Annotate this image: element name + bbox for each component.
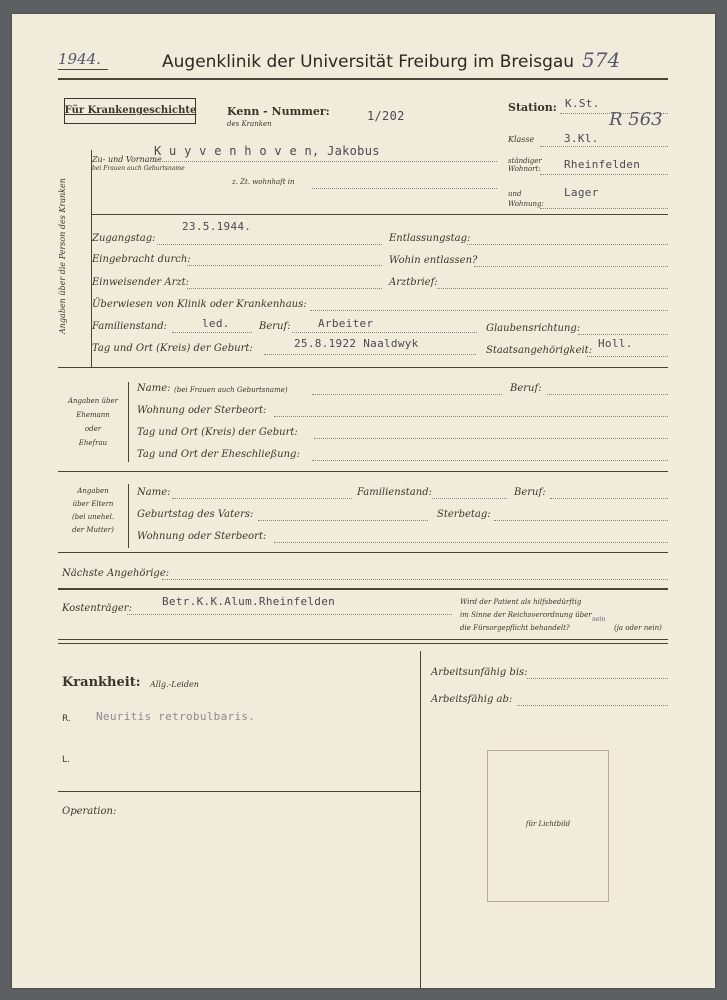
entlassung-line bbox=[467, 244, 668, 245]
wohin-line bbox=[474, 266, 668, 267]
arztbrief-label: Arztbrief: bbox=[389, 277, 438, 288]
operation-label: Operation: bbox=[62, 806, 117, 817]
illness-label-suffix: Allg.-Leiden bbox=[150, 680, 199, 689]
geburt-label: Tag und Ort (Kreis) der Geburt: bbox=[92, 343, 253, 354]
staendiger-label-2: Wohnort: bbox=[508, 165, 541, 173]
staat-line bbox=[587, 356, 668, 357]
cost-value: Betr.K.K.Alum.Rheinfelden bbox=[162, 595, 336, 608]
form-sheet bbox=[12, 14, 715, 988]
parents-side-4: der Mutter) bbox=[72, 526, 114, 534]
staendiger-line bbox=[540, 174, 668, 175]
illness-divider bbox=[420, 651, 421, 988]
parents-side-3: (bei unehel. bbox=[71, 513, 115, 521]
person-side-label: Angaben über die Person des Kranken bbox=[58, 178, 67, 334]
parents-geburtstag-line bbox=[258, 520, 428, 521]
und-label: und bbox=[508, 190, 522, 198]
geburt-value: 25.8.1922 Naaldwyk bbox=[294, 337, 419, 350]
cost-line bbox=[127, 614, 452, 615]
kenn-value: 1/202 bbox=[367, 109, 405, 123]
geburt-line bbox=[264, 354, 476, 355]
year-underline bbox=[58, 69, 108, 70]
staendiger-label-1: ständiger bbox=[508, 157, 542, 165]
spouse-ehe-label: Tag und Ort der Eheschließung: bbox=[137, 449, 300, 460]
spouse-ehe-line bbox=[312, 460, 668, 461]
operation-rule bbox=[58, 791, 420, 792]
krankengeschichte-label: Für Krankengeschichte bbox=[64, 105, 197, 116]
illness-r-value: Neuritis retrobulbaris. bbox=[96, 710, 256, 723]
parents-familienstand-line bbox=[432, 498, 507, 499]
beruf-label: Beruf: bbox=[259, 321, 291, 332]
klasse-label: Klasse bbox=[508, 135, 535, 144]
photo-label: für Lichtbild bbox=[525, 820, 571, 828]
cost-question-3: die Fürsorgepflicht behandelt? bbox=[460, 624, 570, 632]
wohnung-line bbox=[540, 208, 668, 209]
eingebracht-label: Eingebracht durch: bbox=[92, 254, 191, 265]
spouse-side-4: Ehefrau bbox=[78, 439, 108, 447]
eingebracht-line bbox=[187, 265, 382, 266]
spouse-side-1: Angaben über bbox=[67, 397, 119, 405]
parents-side-2: über Eltern bbox=[72, 500, 114, 508]
ueberwiesen-line bbox=[310, 310, 668, 311]
parents-wohnung-line bbox=[274, 542, 668, 543]
rule-double-2 bbox=[58, 639, 668, 640]
number-handwritten: 574 bbox=[582, 48, 621, 72]
glauben-line bbox=[578, 334, 668, 335]
staat-value: Holl. bbox=[598, 337, 633, 350]
clinic-title: Augenklinik der Universität Freiburg im Breisgau bbox=[162, 52, 575, 72]
einweisender-line bbox=[187, 288, 382, 289]
spouse-name-label: Name: bbox=[137, 383, 171, 394]
familienstand-label: Familienstand: bbox=[92, 321, 167, 332]
kenn-label: Kenn - Nummer: bbox=[227, 105, 330, 118]
parents-beruf-line bbox=[550, 498, 668, 499]
parents-familienstand-label: Familienstand: bbox=[357, 487, 432, 498]
klasse-value: 3.Kl. bbox=[564, 132, 599, 145]
arbeitsunfaehig-label: Arbeitsunfähig bis: bbox=[431, 667, 528, 678]
arbeitsfaehig-line bbox=[517, 705, 668, 706]
wohnung-value: Lager bbox=[564, 186, 599, 199]
arbeitsfaehig-label: Arbeitsfähig ab: bbox=[431, 694, 513, 705]
einweisender-label: Einweisender Arzt: bbox=[92, 277, 190, 288]
glauben-label: Glaubensrichtung: bbox=[486, 323, 581, 334]
rule-after-spouse bbox=[58, 471, 668, 472]
spouse-geburt-line bbox=[314, 438, 668, 439]
cost-answer-handwritten: nein bbox=[592, 616, 606, 623]
parents-side-1: Angaben bbox=[77, 487, 109, 495]
entlassung-label: Entlassungstag: bbox=[389, 233, 471, 244]
parents-beruf-label: Beruf: bbox=[514, 487, 546, 498]
illness-r-label: R. bbox=[62, 714, 71, 724]
klasse-line bbox=[540, 146, 668, 147]
spouse-beruf-line bbox=[547, 394, 668, 395]
station-label: Station: bbox=[508, 101, 557, 114]
name-label: Zu- und Vorname bbox=[92, 155, 162, 164]
cost-question-1: Wird der Patient als hilfsbedürftig bbox=[460, 598, 582, 606]
cost-label: Kostenträger: bbox=[62, 603, 132, 614]
relatives-label: Nächste Angehörige: bbox=[62, 568, 170, 579]
beruf-value: Arbeiter bbox=[318, 317, 374, 330]
parents-name-line bbox=[172, 498, 352, 499]
wohnhaft-line bbox=[312, 188, 497, 189]
staat-label: Staatsangehörigkeit: bbox=[486, 345, 593, 356]
spouse-side-2: Ehemann bbox=[76, 411, 110, 419]
zugang-value: 23.5.1944. bbox=[182, 220, 252, 233]
klasse-handwritten: R 563 bbox=[609, 109, 663, 130]
name-line bbox=[152, 161, 497, 162]
name-value: K u y v e n h o v e n, Jakobus bbox=[154, 144, 380, 158]
wohnung-label: Wohnung: bbox=[508, 200, 544, 208]
rule-double-1 bbox=[58, 588, 668, 590]
spouse-wohnung-label: Wohnung oder Sterbeort: bbox=[137, 405, 267, 416]
parents-sterbetag-line bbox=[494, 520, 668, 521]
spouse-geburt-label: Tag und Ort (Kreis) der Geburt: bbox=[137, 427, 298, 438]
spouse-name-line bbox=[312, 394, 502, 395]
zugang-line bbox=[157, 244, 382, 245]
illness-l-label: L. bbox=[62, 755, 70, 765]
spouse-name-sub: (bei Frauen auch Geburtsname) bbox=[174, 386, 288, 394]
person-rule-1 bbox=[91, 214, 668, 215]
parents-geburtstag-label: Geburtstag des Vaters: bbox=[137, 509, 254, 520]
parents-left-border bbox=[128, 484, 129, 548]
ueberwiesen-label: Überwiesen von Klinik oder Krankenhaus: bbox=[92, 299, 307, 310]
wohnhaft-label: z. Zt. wohnhaft in bbox=[232, 178, 295, 186]
spouse-beruf-label: Beruf: bbox=[510, 383, 542, 394]
spouse-left-border bbox=[128, 382, 129, 462]
relatives-line bbox=[162, 579, 668, 580]
arztbrief-line bbox=[437, 288, 668, 289]
parents-wohnung-label: Wohnung oder Sterbeort: bbox=[137, 531, 267, 542]
illness-label: Krankheit: bbox=[62, 675, 141, 690]
cost-answer-hint: (ja oder nein) bbox=[614, 624, 662, 632]
parents-name-label: Name: bbox=[137, 487, 171, 498]
cost-question-2: im Sinne der Reichsverordnung über bbox=[460, 611, 592, 619]
year-handwritten: 1944. bbox=[58, 50, 101, 68]
spouse-side-3: oder bbox=[84, 425, 102, 433]
familienstand-line bbox=[172, 332, 252, 333]
rule-after-person bbox=[58, 367, 668, 368]
familienstand-value: led. bbox=[202, 317, 230, 330]
station-value: K.St. bbox=[565, 97, 600, 110]
parents-sterbetag-label: Sterbetag: bbox=[437, 509, 491, 520]
name-sub: bei Frauen auch Geburtsname bbox=[92, 165, 185, 172]
spouse-wohnung-line bbox=[274, 416, 668, 417]
zugang-label: Zugangstag: bbox=[92, 233, 156, 244]
kenn-sub: des Kranken bbox=[227, 120, 272, 128]
staendiger-value: Rheinfelden bbox=[564, 158, 641, 171]
wohin-label: Wohin entlassen? bbox=[389, 255, 478, 266]
top-rule bbox=[58, 78, 668, 80]
rule-after-parents bbox=[58, 552, 668, 553]
rule-double-3 bbox=[58, 643, 668, 644]
arbeitsunfaehig-line bbox=[527, 678, 668, 679]
beruf-line bbox=[292, 332, 477, 333]
